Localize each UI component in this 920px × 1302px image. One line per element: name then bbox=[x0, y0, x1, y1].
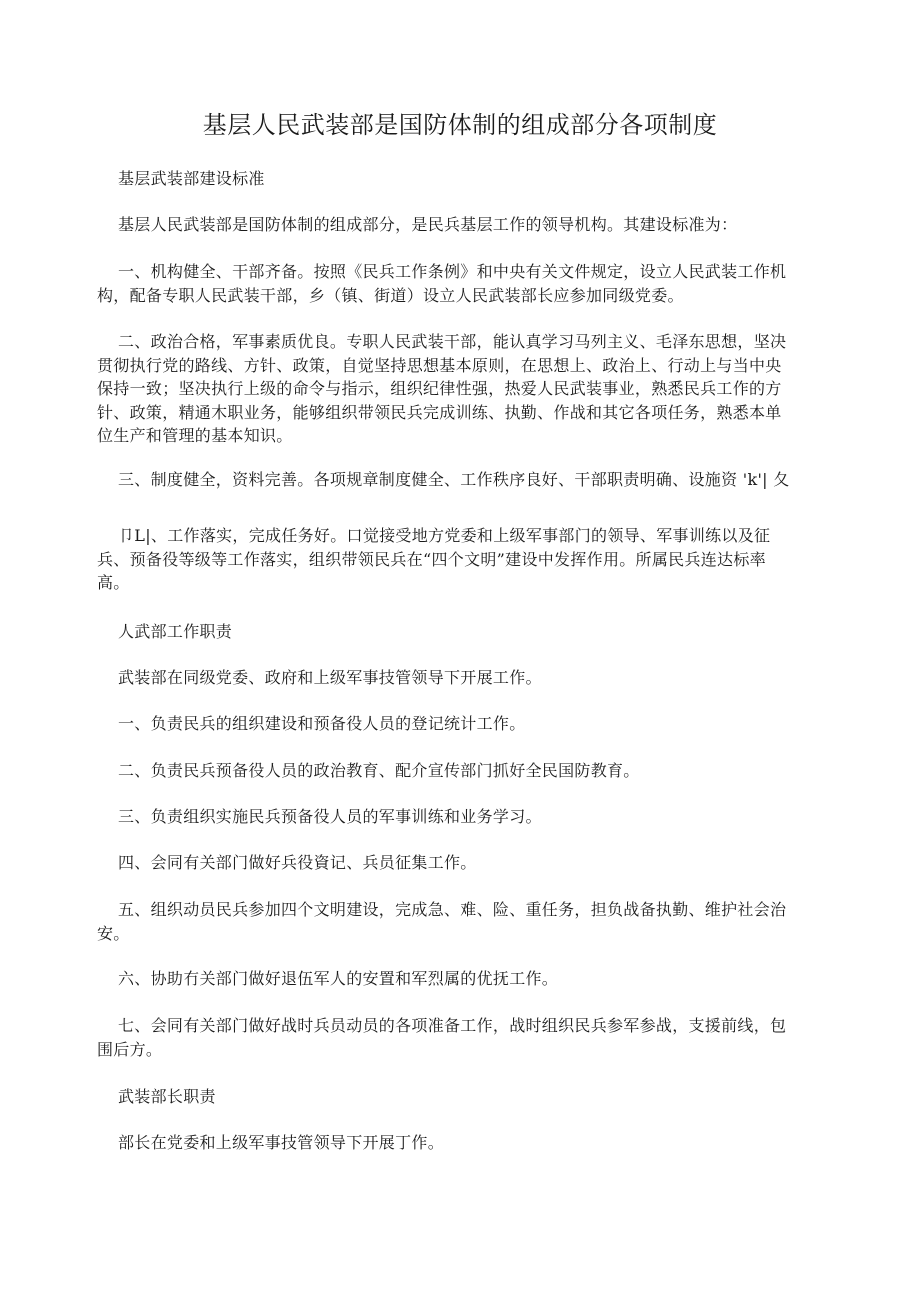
paragraph-duties-intro: 武装部在同级党委、政府和上级军事技管领导下开展工作。 bbox=[118, 668, 542, 687]
paragraph-duty-3: 三、负责组织实施民兵预备役人员的军事训练和业务学习。 bbox=[118, 807, 542, 826]
paragraph-standard-3-continued: 卩L|、工作落实，完成任务好。口觉接受地方党委和上级军事部门的领导、军事训练以及征兵、预备役等级等工作落实，组织带领民兵在“四个文明”建设中发挥作用。所属民兵连达标率高。 bbox=[97, 526, 771, 592]
paragraph-duty-5: 五、组织动员民兵参加四个文明建设，完成急、难、险、重任务，担负战备执勤、维护社会治安。 bbox=[97, 900, 787, 943]
paragraph-duty-7: 七、会同有关部门做好战时兵员动员的各项准备工作，战时组织民兵参军参战，支援前线，包围后方。 bbox=[97, 1016, 787, 1059]
paragraph-standard-2: 二、政治合格，军事素质优良。专职人民武装干部，能认真学习马列主义、毛泽东思想，坚决贯彻执行党的路线、方针、政策，自觉坚持思想基本原则，在思想上、政治上、行动上与当中央保持一致；坚决执行上级的命令与指示，组织纪律性强，热爱人民武装事业，熟悉民兵工作的方针、政策，精通木职业务，能够组织带领民兵完成训练、执勤、作战和其它各项任务，熟悉本单位生产和管理的基本知识。 bbox=[97, 332, 787, 445]
paragraph-duty-2: 二、负责民兵预备役人员的政治教育、配介宣传部门抓好全民国防教育。 bbox=[118, 761, 640, 780]
paragraph-duty-4: 四、会同有关部门做好兵役資记、兵员征集工作。 bbox=[118, 853, 477, 872]
paragraph-duty-6: 六、协助冇关部门做好退伍军人的安置和军烈属的优抚工作。 bbox=[118, 969, 559, 988]
paragraph-standard-3: 三、制度健全，资料完善。各项规章制度健全、工作秩序良好、干部职责明确、设施资 'k'| 夂 bbox=[118, 470, 790, 489]
paragraph-duty-1: 一、负责民兵的组织建设和预备役人员的登记统计工作。 bbox=[118, 714, 526, 733]
paragraph-director-intro: 部长在党委和上级军事技管领导下开展丁作。 bbox=[118, 1133, 445, 1152]
section-heading-director-duties: 武装部长职责 bbox=[118, 1087, 216, 1106]
paragraph-intro: 基层人民武装部是国防体制的组成部分，是民兵基层工作的领导机构。其建设标准为： bbox=[118, 215, 738, 234]
section-heading-duties: 人武部工作职责 bbox=[118, 622, 233, 641]
document-title: 基层人民武装部是国防体制的组成部分各项制度 bbox=[202, 111, 718, 139]
paragraph-standard-1: 一、机构健全、干部齐备。按照《民兵工作条例》和中央有关文件规定，设立人民武装工作机构，配备专职人民武装干部，乡（镇、街道）设立人民武装部长应参加同级党委。 bbox=[97, 262, 787, 305]
section-heading-construction-standard: 基层武装部建设标准 bbox=[118, 169, 265, 188]
